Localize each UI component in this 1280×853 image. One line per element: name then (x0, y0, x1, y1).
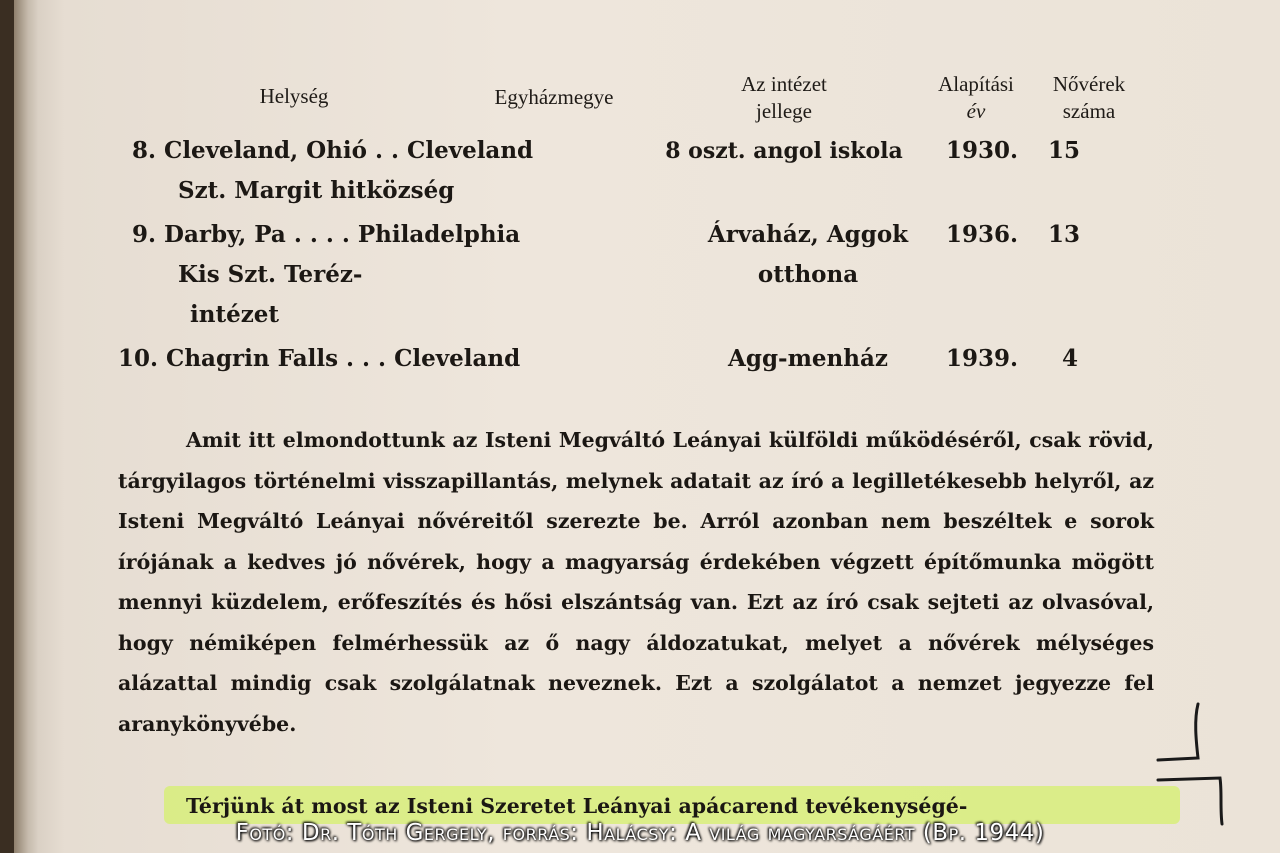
book-page (14, 0, 1280, 853)
row-9-type-line2: otthona (757, 261, 859, 288)
header-diocese: Egyházmegye (494, 85, 614, 109)
body-paragraph (118, 420, 1154, 744)
row-8-sisters: 15 (1048, 137, 1081, 164)
highlighted-paragraph-start: Térjünk át most az Isteni Szeretet Leányai apácarend tevékenységé- (186, 794, 968, 818)
row-10-place: 10. Chagrin Falls . . . Cleveland (118, 345, 521, 372)
row-9-type-line1: Árvaház, Aggok (707, 221, 909, 248)
header-type-line1: Az intézet (741, 72, 827, 96)
header-sisters-line2: száma (1062, 99, 1116, 123)
header-founded-line2: év (966, 99, 986, 123)
row-8-type: 8 oszt. angol iskola (665, 138, 903, 164)
header-place: Helység (259, 84, 329, 108)
row-8-place: 8. Cleveland, Ohió . . Cleveland (132, 137, 534, 164)
row-9-sisters: 13 (1048, 221, 1081, 248)
row-9-place: 9. Darby, Pa . . . . Philadelphia (132, 221, 521, 248)
photo-credit-caption: Fotó: Dr. Tóth Gergely, forrás: Halácsy: A világ magyarságáért (Bp. 1944) (235, 820, 1045, 846)
row-8-year: 1930. (946, 137, 1019, 164)
paragraph-text: Amit itt elmondottunk az Isteni Megváltó Leányai külföldi működéséről, csak rövid, tárgyilagos történelmi visszapillantás, melynek adatait az író a legilletékesebb helyről, az Isteni Megváltó Leányai nővéreitől szerezte be. Arról azonban nem beszéltek e sorok írójának a kedves jó nővérek, hogy a magyarság érdekében végzett építőmunka mögött mennyi küzdelem, erőfeszítés és hősi elszántság van. Ezt az író csak sejteti az olvasóval, hogy némiképen felmérhessük az ő nagy áldozatukat, melyet a nővérek mélységes alázattal mindig csak szolgálatnak neveznek. Ezt a szolgálatot a nemzet jegyezze fel aranykönyvébe. (118, 428, 1154, 736)
row-9-year: 1936. (946, 221, 1019, 248)
row-8-place-sub: Szt. Margit hitközség (178, 177, 455, 204)
row-9-place-sub2: intézet (190, 301, 280, 328)
row-10-type: Agg-menház (728, 345, 888, 372)
header-type-line2: jellege (756, 99, 812, 123)
handwritten-bracket-mark (1154, 700, 1234, 830)
row-9-place-sub1: Kis Szt. Teréz- (178, 261, 363, 288)
row-10-year: 1939. (946, 345, 1019, 372)
book-spine-shadow (14, 0, 38, 853)
header-sisters-line1: Nővérek (1052, 72, 1126, 96)
header-founded-line1: Alapítási (938, 72, 1014, 96)
row-10-sisters: 4 (1062, 345, 1079, 372)
